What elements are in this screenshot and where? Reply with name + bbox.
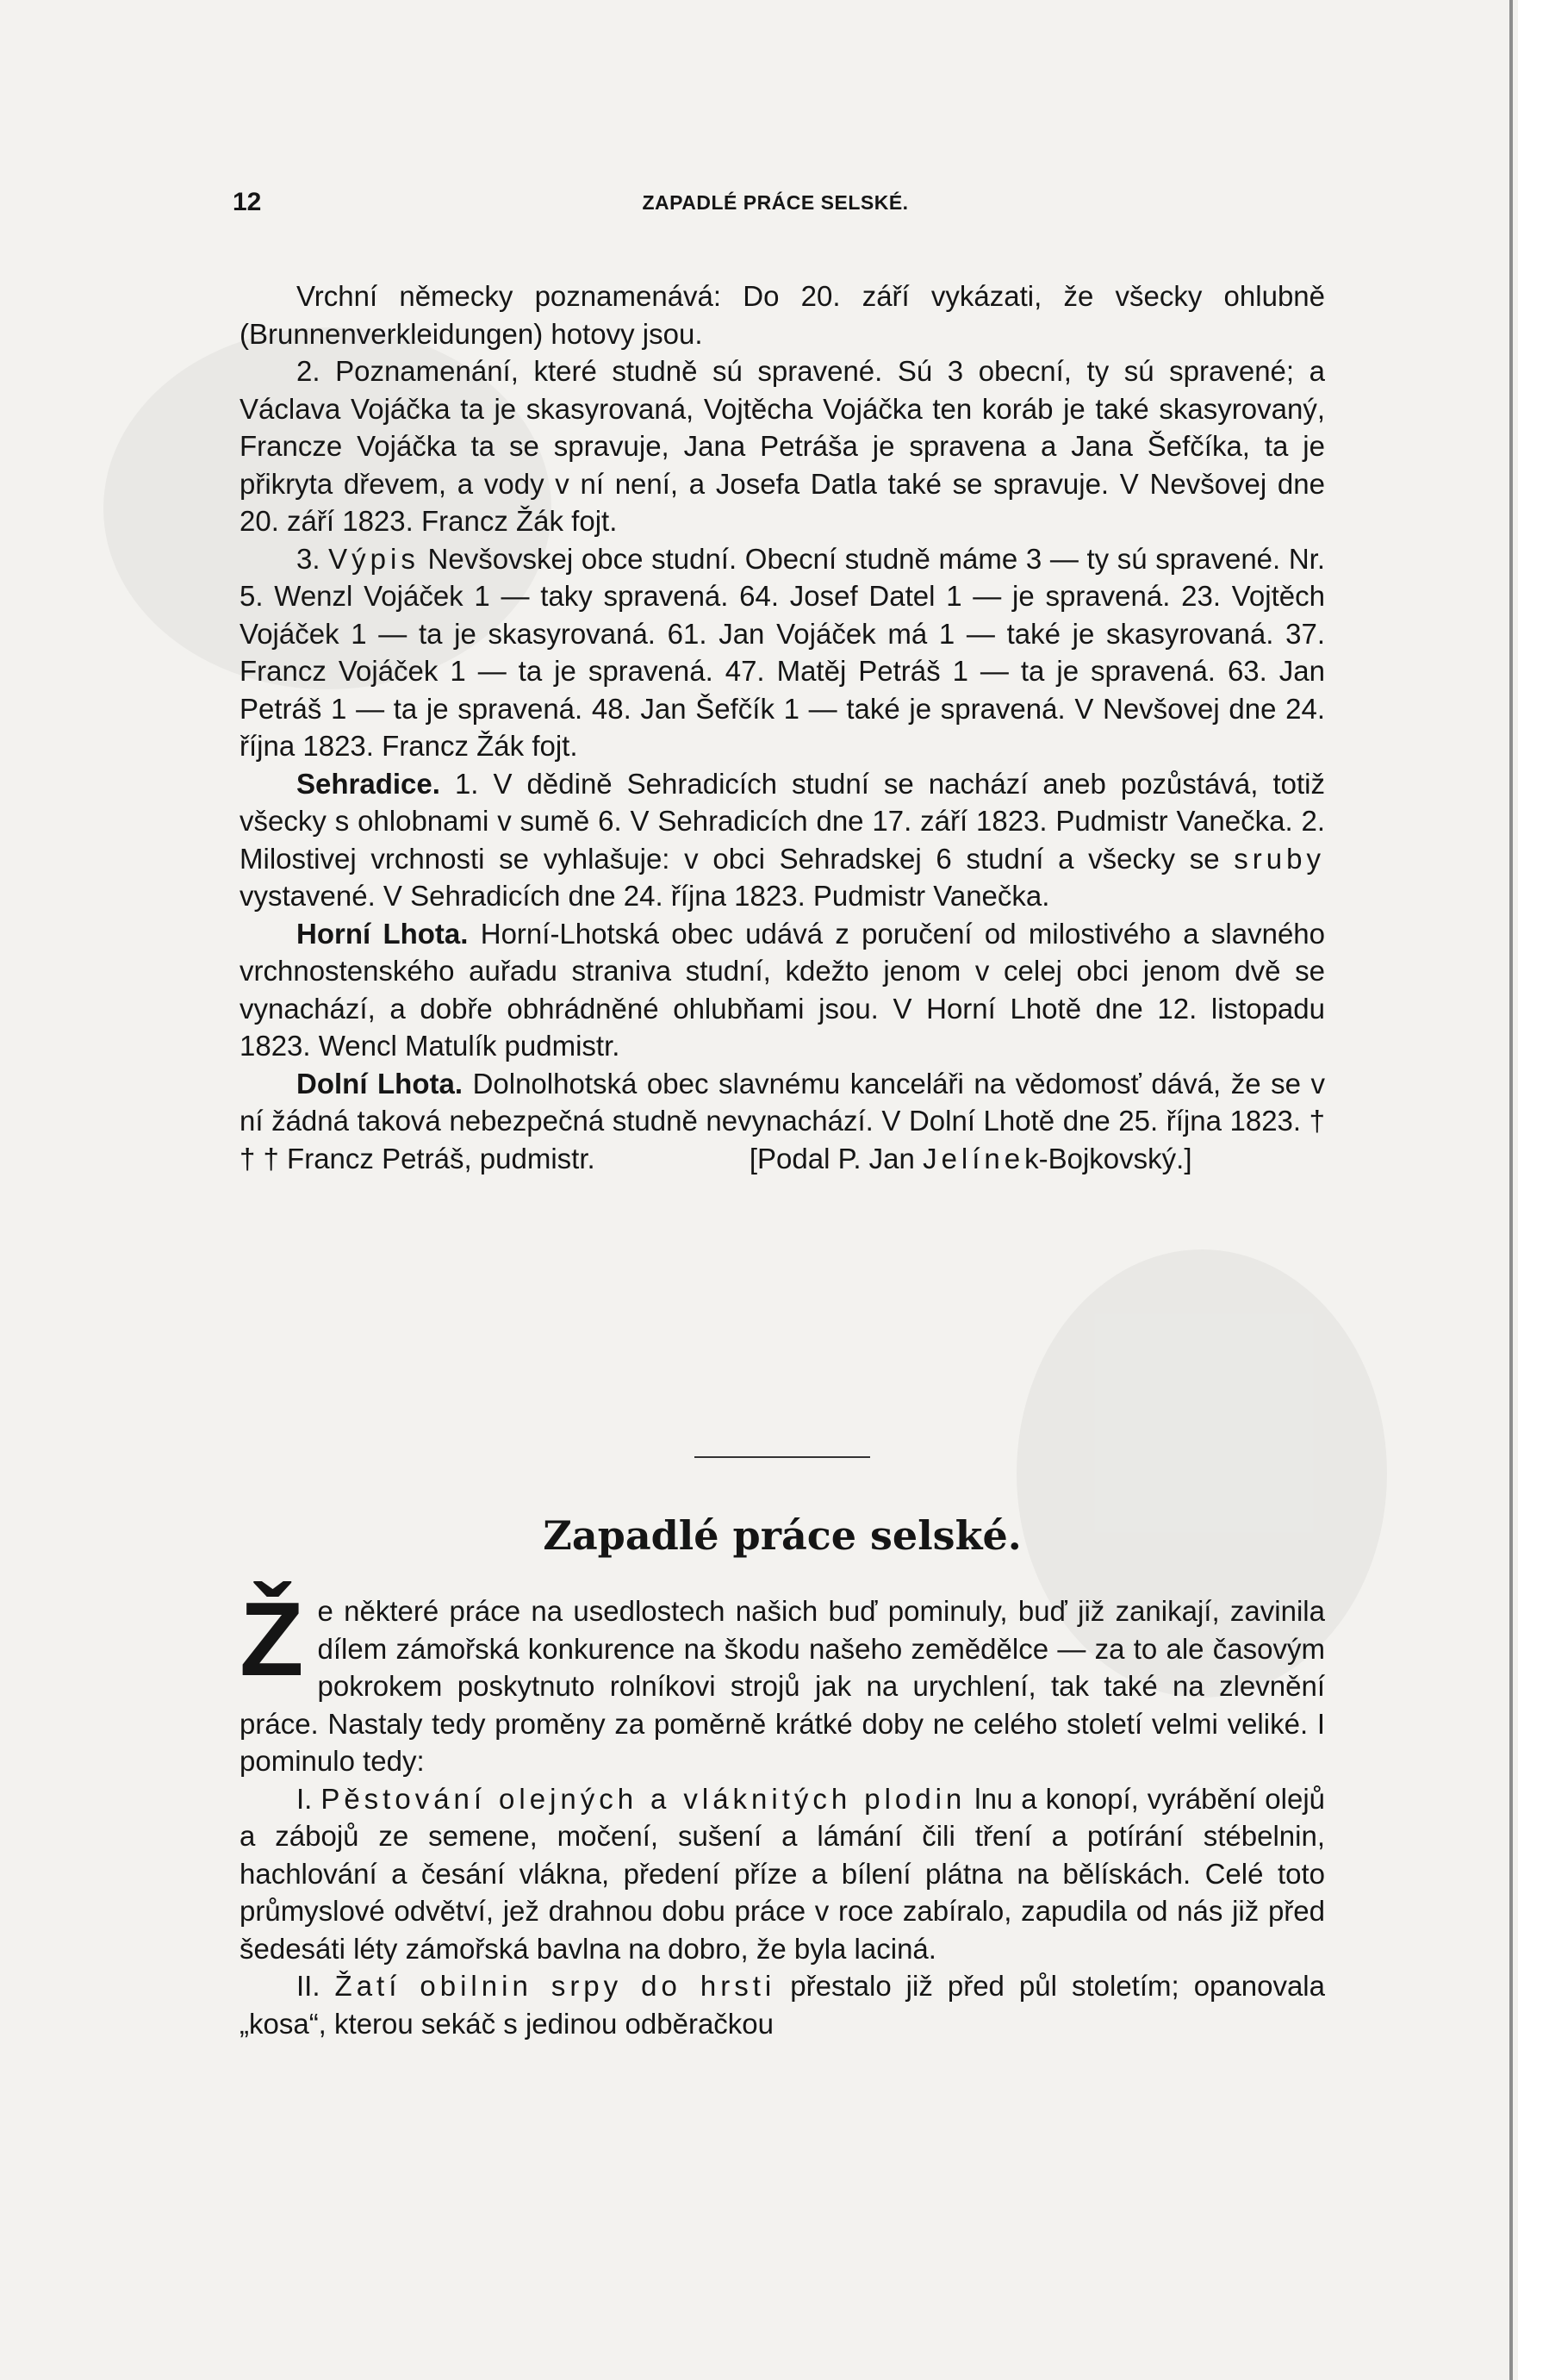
item-number: I. — [296, 1782, 313, 1815]
paragraph-text: Nevšovskej obce studní. Obecní studně máme 3 — ty sú spravené. Nr. 5. Wenzl Vojáček 1 — taky spravená. 64. Josef Datel 1 — je spravená. 23. Vojtěch Vojáček 1 — ta je skasyrovaná. 61. Jan Vojáček má 1 — také je skasyrovaná. 37. Francz Vojáček 1 — ta je spravená. 47. Matěj Petráš 1 — ta je spravená. 63. Jan Petráš 1 — ta je spravená. 48. Jan Šefčík 1 — také je spravená. V Nevšovej dne 24. října 1823. Francz Žák fojt. — [240, 542, 1325, 762]
drop-cap: Ž — [240, 1580, 304, 1698]
paragraph-text: přestalo již před půl stoletím; opanovala „kosa“, kterou sekáč s jedinou odběračkou — [240, 1970, 1325, 2040]
section-title: Zapadlé práce selské. — [543, 1512, 1022, 1559]
paragraph-text: vystavené. V Sehradicích dne 24. října 1823. Pudmistr Vanečka. — [240, 880, 1050, 912]
paragraph — [240, 1580, 1325, 1780]
binding-edge — [1509, 0, 1513, 2380]
page-number: 12 — [233, 188, 262, 216]
item-number: 3. — [296, 542, 320, 575]
paragraph — [240, 1065, 1325, 1178]
article-text — [240, 1580, 1326, 2042]
paragraph: 2. Poznamenání, které studně sú spravené. Sú 3 obecní, ty sú spravené; a Václava Vojáčka ta je skasyrovaná, Vojtěcha Vojáčka ten koráb je také skasyrovaný, Francze Vojáčka ta se spravuje, Jana Petráša je spravena a Jana Šefčíka, ta je přikryta dřevem, a vody v ní není, a Josefa Datla také se spravuje. V Nevšovej dne 20. září 1823. Francz Žák fojt. — [240, 355, 1325, 537]
place-heading: Horní Lhota. — [296, 917, 469, 950]
report-text — [240, 277, 1325, 1177]
paragraph-text: 1. V dědině Sehradicích studní se nachází aneb pozůstává, totiž všecky s ohlobnami v sumě 6. V Sehradicích dne 17. září 1823. Pudmistr Vanečka. 2. Milostivej vrchnosti se vyhlašuje: v obci Sehradskej 6 studní a všecky se — [240, 767, 1325, 875]
paragraph-text: lnu a konopí, vyrábění olejů a zábojů ze semene, močení, sušení a lámání čili tření a potírání stébelnin, hachlování a česání vlákna, předení příze a bílení plátna na bělískách. Celé toto průmyslové odvětví, jež drahnou dobu práce v roce zabíralo, zapudila od nás již před šedesáti léty zámořská bavlna na dobro, že byla laciná. — [240, 1782, 1326, 1965]
section-divider — [694, 1456, 870, 1458]
attribution-text: k-Bojkovský.] — [1024, 1142, 1192, 1174]
spaced-term: sruby — [1234, 842, 1325, 875]
paragraph — [240, 915, 1325, 1065]
spaced-term: Výpis — [328, 542, 420, 575]
paragraph: Vrchní německy poznamenává: Do 20. září vykázati, že všecky ohlubně (Brunnenverkleidungen) hotovy jsou. — [240, 280, 1325, 350]
spaced-term: Jelíne — [923, 1142, 1025, 1174]
page-header — [233, 188, 1318, 222]
page-margin — [1518, 0, 1549, 2380]
paragraph — [240, 1780, 1325, 1968]
place-heading: Dolní Lhota. — [296, 1067, 463, 1100]
item-number: II. — [296, 1970, 320, 2002]
attribution — [750, 1143, 1192, 1174]
paragraph — [240, 765, 1325, 915]
spaced-term: Pěstování olejných a vláknitých plodin — [320, 1782, 967, 1815]
attribution-text: [Podal P. Jan — [749, 1142, 915, 1174]
running-title: ZAPADLÉ PRÁCE SELSKÉ. — [642, 191, 909, 214]
paragraph — [240, 1967, 1325, 2042]
paragraph-text: Dolnolhotská obec slavnému kanceláři na vědomosť dává, že se v ní žádná taková nebezpečná studně nevynachází. V Dolní Lhotě dne 25. října 1823. † † † Francz Petráš, pudmistr. — [240, 1067, 1325, 1174]
place-heading: Sehradice. — [296, 767, 440, 800]
paragraph-text: e některé práce na usedlostech našich buď pominuly, buď již zanikají, zavinila dílem zámořská konkurence na škodu našeho zemědělce — za to ale časovým pokrokem poskytnuto rolníkovi strojů jak na urychlení, tak také na zlevnění práce. Nastaly tedy proměny za poměrně krátké doby ne celého století velmi veliké. I pominulo tedy: — [240, 1595, 1325, 1777]
paragraph-text: Horní-Lhotská obec udává z poručení od milostivého a slavného vrchnostenského auřadu straniva studní, kdežto jenom v celej obci jenom dvě se vynachází, a dobře obhrádněné ohlubňami jsou. V Horní Lhotě dne 12. listopadu 1823. Wencl Matulík pudmistr. — [240, 917, 1326, 1062]
paragraph — [240, 540, 1325, 765]
spaced-term: Žatí obilnin srpy do hrsti — [334, 1970, 776, 2002]
